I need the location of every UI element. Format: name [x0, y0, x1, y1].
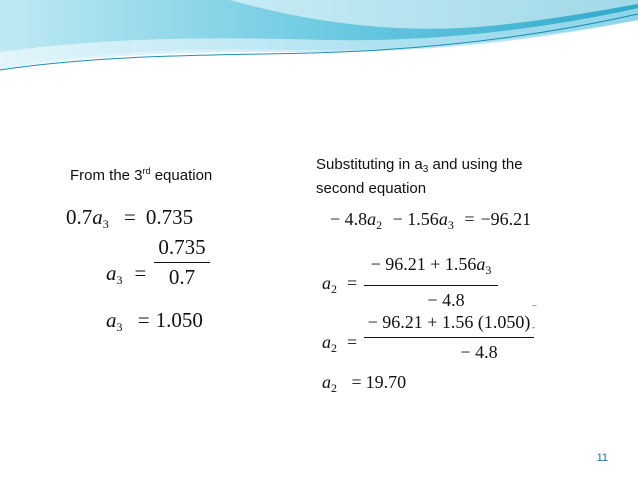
right-equation-1: − $4.8a_2 - 1.56a_3 = -96.21$	[330, 209, 532, 232]
right-equation-3-lhs: $a_2$ =	[322, 332, 358, 355]
right-equation-2-lhs: $a_2$ =	[322, 273, 358, 296]
header-wave-banner	[0, 0, 638, 80]
right-heading: Substituting in $a_3$ and using the second equation	[316, 156, 523, 197]
right-equation-3-fraction: − 96.21 + 1.56 (1.050) − 4.8	[364, 310, 534, 364]
left-equation-2-fraction: 0.735 0.7	[154, 235, 210, 289]
left-equation-2-lhs: $a_3$ =	[106, 261, 147, 287]
stray-mark-top: –	[532, 300, 537, 310]
left-equation-1: $0.7a_3 = 0.735$	[66, 205, 194, 231]
left-equation-3: $a_3 = 1.050$	[106, 308, 203, 334]
left-heading: From the 3rd equation	[70, 166, 213, 184]
stray-mark-bottom: -	[532, 322, 535, 332]
right-equation-4: $a_2 = 19.70$	[322, 372, 407, 395]
page-number: 11	[596, 452, 608, 464]
right-equation-2-fraction: − $96.21 + 1.56a_3$ − 4.8	[364, 252, 498, 312]
